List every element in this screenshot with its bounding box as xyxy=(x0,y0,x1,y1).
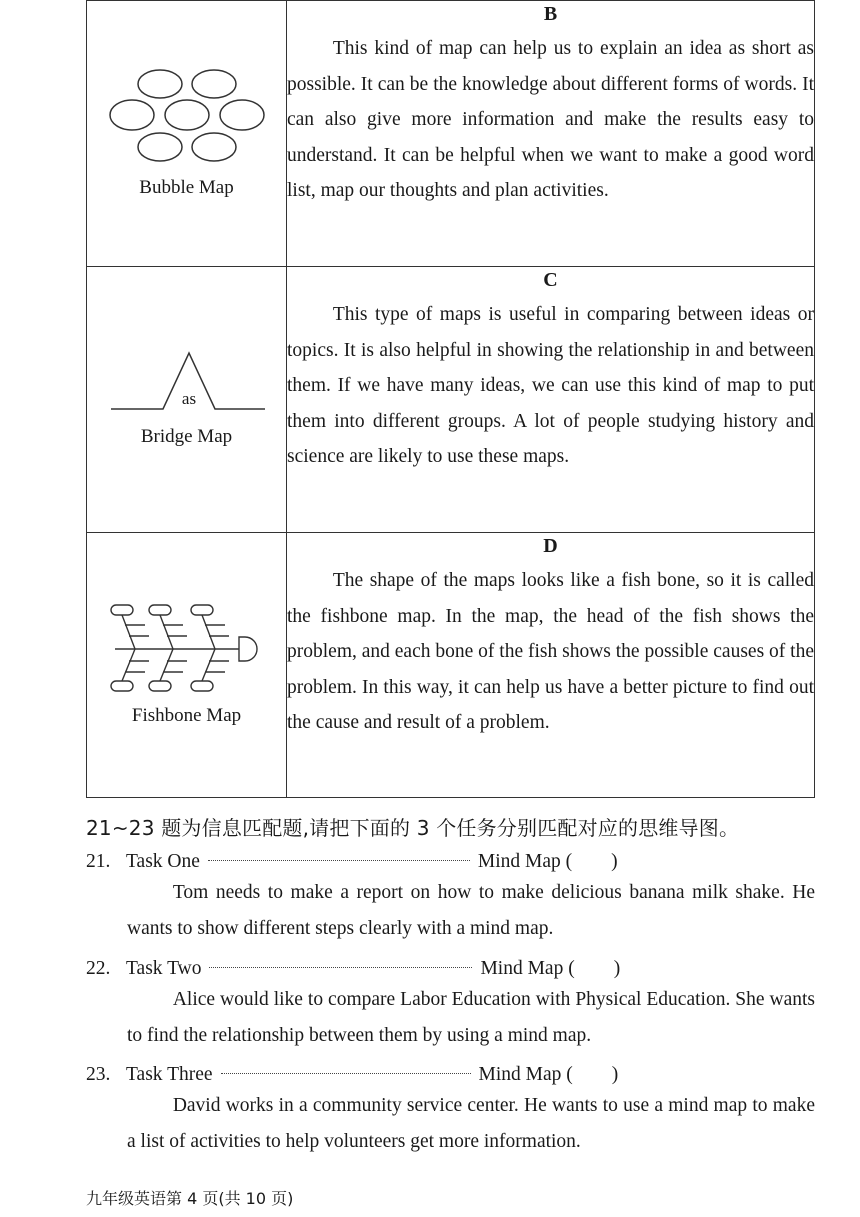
map-row-c xyxy=(87,267,815,533)
task-22 xyxy=(86,952,815,1053)
description-c: This type of maps is useful in comparing between ideas or topics. It is also helpful in showing the relationship in and between them. If we have many ideas, we can use this kind of map to put them into different groups. A lot of people studying history and science are likely to use these maps. xyxy=(287,304,814,468)
task-21 xyxy=(86,845,815,946)
task-name: Task Two xyxy=(126,958,202,979)
map-description-c xyxy=(287,267,815,533)
task-number: 21. xyxy=(86,851,111,872)
dotted-leader xyxy=(209,967,472,968)
map-description-b xyxy=(287,1,815,267)
task-number: 22. xyxy=(86,958,111,979)
fishbone-map-diagram xyxy=(87,533,286,703)
task-22-description: Alice would like to compare Labor Education with Physical Education. She wants to find the relationship between them by using a mind map. xyxy=(127,989,815,1046)
bridge-map-word: as xyxy=(181,389,197,408)
task-22-header xyxy=(86,952,815,982)
task-23-description: David works in a community service center. He wants to use a mind map to make a list of activities to help volunteers get more information. xyxy=(127,1095,815,1152)
bridge-map-diagram xyxy=(87,267,286,427)
answer-blank[interactable]: Mind Map ( ) xyxy=(478,1064,619,1085)
map-row-d xyxy=(87,533,815,798)
task-21-header xyxy=(86,845,815,875)
page-footer: 九年级英语第 4 页(共 10 页) xyxy=(86,1189,294,1208)
description-b: This kind of map can help us to explain an idea as short as possible. It can be the knowledge about different forms of words. It can also give more information and make the results easy to understand. It can be helpful when we want to make a good word list, map our thoughts and plan activities. xyxy=(287,38,814,202)
dotted-leader xyxy=(208,860,470,861)
task-name: Task Three xyxy=(126,1064,213,1085)
bridge-map-cell xyxy=(87,267,287,533)
matching-instructions: 21~23 题为信息匹配题,请把下面的 3 个任务分别匹配对应的思维导图。 xyxy=(86,816,740,840)
task-21-description: Tom needs to make a report on how to make delicious banana milk shake. He wants to show different steps clearly with a mind map. xyxy=(127,882,815,939)
mind-map-table xyxy=(86,0,815,798)
task-23-header xyxy=(86,1058,815,1088)
bubble-map-diagram xyxy=(87,1,286,201)
bridge-map-label: Bridge Map xyxy=(140,426,233,447)
task-23 xyxy=(86,1058,815,1159)
map-description-d xyxy=(287,533,815,798)
description-d: The shape of the maps looks like a fish bone, so it is called the fishbone map. In the map, the head of the fish shows the problem, and each bone of the fish shows the possible causes of the problem. In this way, it can help us have a better picture to find out the cause and result of a problem. xyxy=(287,570,814,734)
bubble-map-label: Bubble Map xyxy=(139,177,234,198)
option-letter-c: C xyxy=(543,269,558,291)
task-number: 23. xyxy=(86,1064,111,1085)
task-name: Task One xyxy=(126,851,200,872)
option-letter-d: D xyxy=(543,535,558,557)
answer-blank[interactable]: Mind Map ( ) xyxy=(480,958,621,979)
fishbone-map-label: Fishbone Map xyxy=(131,705,242,726)
fishbone-map-cell xyxy=(87,533,287,798)
map-row-b xyxy=(87,1,815,267)
bubble-map-cell xyxy=(87,1,287,267)
answer-blank[interactable]: Mind Map ( ) xyxy=(477,851,618,872)
option-letter-b: B xyxy=(543,3,558,25)
dotted-leader xyxy=(221,1073,471,1074)
